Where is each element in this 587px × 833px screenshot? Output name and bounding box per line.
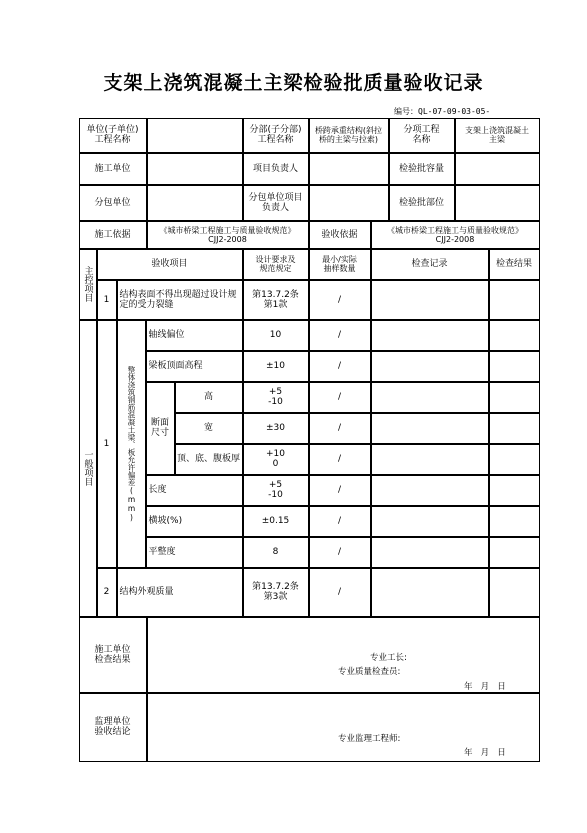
row-top-elevation-sample: / bbox=[309, 351, 371, 382]
row-width-design: ±30 bbox=[243, 413, 309, 444]
row-flatness-record[interactable] bbox=[371, 537, 489, 568]
row-width-sample: / bbox=[309, 413, 371, 444]
row-cross-slope-design: ±0.15 bbox=[243, 506, 309, 537]
capacity-label: 检验批容量 bbox=[389, 153, 455, 185]
row-thickness: 顶、底、腹板厚 bbox=[175, 444, 243, 475]
accept-basis-label: 验收依据 bbox=[309, 221, 371, 249]
row-cross-slope-result[interactable] bbox=[489, 506, 540, 537]
main-control-no: 1 bbox=[97, 280, 117, 320]
row-axis-offset-record[interactable] bbox=[371, 320, 489, 351]
section-size-label: 断面 尺寸 bbox=[146, 382, 175, 475]
unit-value[interactable] bbox=[147, 118, 243, 153]
part-value: 桥跨承重结构(斜拉 桥的主梁与拉索) bbox=[309, 118, 389, 153]
row-appearance-design: 第13.7.2条 第3款 bbox=[243, 568, 309, 617]
location-value[interactable] bbox=[455, 185, 540, 221]
manager-label: 项目负责人 bbox=[243, 153, 309, 185]
main-control-record[interactable] bbox=[371, 280, 489, 320]
row-appearance-record[interactable] bbox=[371, 568, 489, 617]
row-height-result[interactable] bbox=[489, 382, 540, 413]
row-height-design: +5 -10 bbox=[243, 382, 309, 413]
main-control-sample: / bbox=[309, 280, 371, 320]
subcontract-label: 分包单位 bbox=[79, 185, 147, 221]
main-control-result[interactable] bbox=[489, 280, 540, 320]
row-cross-slope-sample: / bbox=[309, 506, 371, 537]
row-thickness-sample: / bbox=[309, 444, 371, 475]
row-axis-offset-design: 10 bbox=[243, 320, 309, 351]
inspector-label: 专业质量检查员: bbox=[338, 667, 401, 677]
col-sample-header: 最小/实际 抽样数量 bbox=[309, 249, 371, 280]
col-design-header: 设计要求及 规范规定 bbox=[243, 249, 309, 280]
row-length-result[interactable] bbox=[489, 475, 540, 506]
col-item-header: 验收项目 bbox=[97, 249, 243, 280]
page-title: 支架上浇筑混凝土主梁检验批质量验收记录 bbox=[103, 72, 484, 94]
foreman-label: 专业工长: bbox=[370, 653, 407, 663]
row-height-sample: / bbox=[309, 382, 371, 413]
main-control-label: 主控项目 bbox=[79, 249, 97, 320]
row-flatness: 平整度 bbox=[146, 537, 243, 568]
subcontract-manager-value[interactable] bbox=[309, 185, 389, 221]
row-length: 长度 bbox=[146, 475, 243, 506]
row-top-elevation: 梁板顶面高程 bbox=[146, 351, 243, 382]
general-no-1: 1 bbox=[97, 320, 117, 568]
supervision-date: 年 月 日 bbox=[464, 748, 506, 758]
basis-value: 《城市桥梁工程施工与质量验收规范》 CJJ2-2008 bbox=[147, 221, 309, 249]
construct-date: 年 月 日 bbox=[464, 682, 506, 692]
subcontract-manager-label: 分包单位项目 负责人 bbox=[243, 185, 309, 221]
row-top-elevation-design: ±10 bbox=[243, 351, 309, 382]
row-length-sample: / bbox=[309, 475, 371, 506]
main-control-design: 第13.7.2条 第1款 bbox=[243, 280, 309, 320]
supervision-label: 监理单位 验收结论 bbox=[79, 693, 147, 762]
row-appearance-sample: / bbox=[309, 568, 371, 617]
row-cross-slope: 横坡(%) bbox=[146, 506, 243, 537]
row-flatness-result[interactable] bbox=[489, 537, 540, 568]
general-no-2: 2 bbox=[97, 568, 117, 617]
group-label: 整体浇筑钢筋混凝土梁、板允许偏差(mm) bbox=[117, 320, 146, 568]
row-axis-offset: 轴线偏位 bbox=[146, 320, 243, 351]
sub-label: 分项工程 名称 bbox=[389, 118, 455, 153]
col-result-header: 检查结果 bbox=[489, 249, 540, 280]
row-length-record[interactable] bbox=[371, 475, 489, 506]
row-appearance-result[interactable] bbox=[489, 568, 540, 617]
row-width-result[interactable] bbox=[489, 413, 540, 444]
row-top-elevation-result[interactable] bbox=[489, 351, 540, 382]
row-thickness-result[interactable] bbox=[489, 444, 540, 475]
manager-value[interactable] bbox=[309, 153, 389, 185]
row-axis-offset-sample: / bbox=[309, 320, 371, 351]
row-flatness-sample: / bbox=[309, 537, 371, 568]
row-top-elevation-record[interactable] bbox=[371, 351, 489, 382]
construct-unit-value[interactable] bbox=[147, 153, 243, 185]
row-length-design: +5 -10 bbox=[243, 475, 309, 506]
row-height: 高 bbox=[175, 382, 243, 413]
construct-unit-label: 施工单位 bbox=[79, 153, 147, 185]
row-thickness-record[interactable] bbox=[371, 444, 489, 475]
row-appearance: 结构外观质量 bbox=[117, 568, 243, 617]
part-label: 分部(子分部) 工程名称 bbox=[243, 118, 309, 153]
accept-basis-value: 《城市桥梁工程施工与质量验收规范》 CJJ2-2008 bbox=[371, 221, 540, 249]
unit-label: 单位(子单位) 工程名称 bbox=[79, 118, 147, 153]
subcontract-value[interactable] bbox=[147, 185, 243, 221]
col-record-header: 检查记录 bbox=[371, 249, 489, 280]
supervisor-label: 专业监理工程师: bbox=[338, 734, 401, 744]
row-axis-offset-result[interactable] bbox=[489, 320, 540, 351]
construct-check-label: 施工单位 检查结果 bbox=[79, 617, 147, 693]
sub-value: 支架上浇筑混凝土 主梁 bbox=[455, 118, 540, 153]
row-height-record[interactable] bbox=[371, 382, 489, 413]
row-width: 宽 bbox=[175, 413, 243, 444]
capacity-value[interactable] bbox=[455, 153, 540, 185]
basis-label: 施工依据 bbox=[79, 221, 147, 249]
location-label: 检验批部位 bbox=[389, 185, 455, 221]
main-control-item: 结构表面不得出现超过设计规 定的受力裂缝 bbox=[117, 280, 243, 320]
general-label: 一般项目 bbox=[79, 320, 97, 617]
row-cross-slope-record[interactable] bbox=[371, 506, 489, 537]
row-width-record[interactable] bbox=[371, 413, 489, 444]
row-thickness-design: +10 0 bbox=[243, 444, 309, 475]
row-flatness-design: 8 bbox=[243, 537, 309, 568]
record-code: 编号：QL-07-09-03-05- bbox=[394, 107, 491, 116]
